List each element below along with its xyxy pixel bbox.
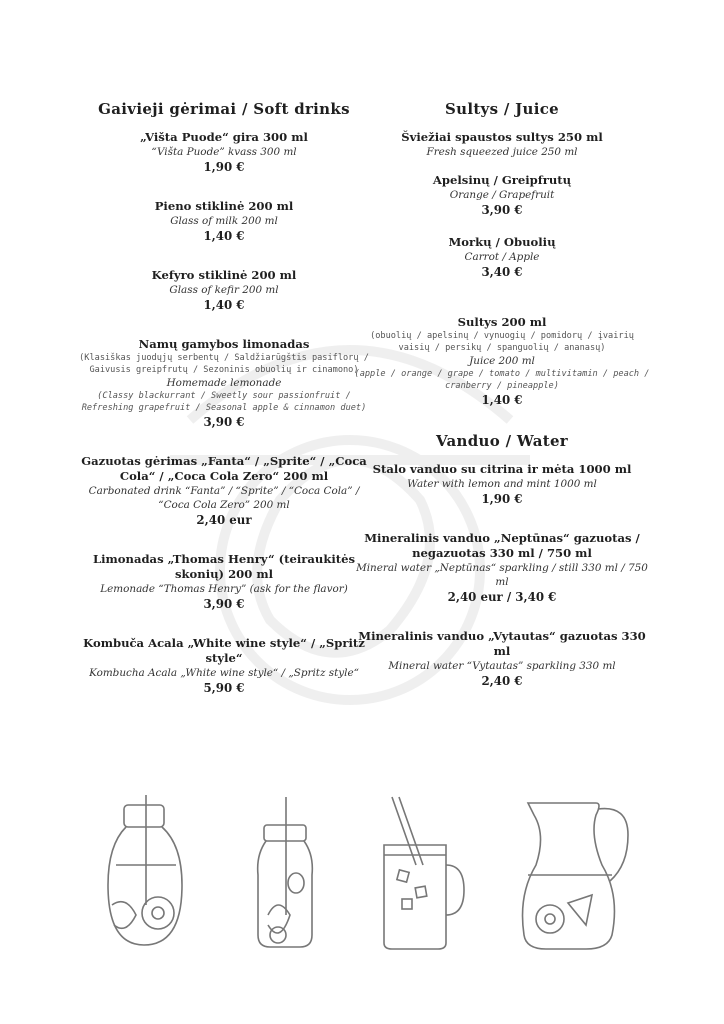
item-english: Orange / Grapefruit [449, 189, 555, 201]
soft-drinks-column [74, 100, 374, 720]
item-english: “Višta Puode” kvass 300 ml [151, 146, 297, 158]
item-name: Gazuotas gėrimas „Fanta“ / „Sprite“ / „Coca Cola“ / „Coca Cola Zero“ 200 ml [81, 454, 367, 483]
item-price: 2,40 € [481, 674, 523, 688]
water-title: Vanduo / Water [435, 432, 569, 450]
item-english: Carbonated drink “Fanta” / “Sprite” / “Coca Cola” / “Coca Cola Zero” 200 ml [88, 485, 360, 511]
item-description: (Klasiškas juodųjų serbentų / Saldžiarūgštis pasiflorų / Gaivusis greipfrutų / Sezoninis obuolių ir cinamono) [79, 353, 369, 375]
menu-item [74, 199, 374, 245]
menu-item [74, 268, 374, 314]
item-name: Apelsinų / Greipfrutų [432, 173, 572, 187]
item-price: 5,90 € [203, 681, 245, 695]
item-name: Stalo vanduo su citrina ir mėta 1000 ml [372, 462, 632, 476]
item-english: Lemonade “Thomas Henry” (ask for the flavor) [100, 583, 348, 595]
menu-item [352, 315, 652, 409]
item-name: Kombuča Acala „White wine style“ / „Spritz style“ [83, 636, 365, 665]
item-name: Limonadas „Thomas Henry“ (teiraukitės skonių) 200 ml [92, 552, 356, 581]
item-price: 1,90 € [481, 492, 523, 506]
item-price: 1,40 € [203, 298, 245, 312]
item-english: Glass of kefir 200 ml [169, 284, 279, 296]
menu-item [74, 130, 374, 176]
item-price: 3,40 € [481, 265, 523, 279]
item-english: Mineral water „Neptūnas“ sparkling / still 330 ml / 750 ml [356, 562, 648, 588]
item-english: Kombucha Acala „White wine style“ / „Spritz style“ [89, 667, 359, 679]
item-english: Water with lemon and mint 1000 ml [407, 478, 597, 490]
menu-item [352, 235, 652, 281]
item-price: 1,90 € [203, 160, 245, 174]
menu-item [352, 462, 652, 508]
mason-jar-with-straw-icon [372, 795, 468, 955]
item-price: 3,90 € [203, 597, 245, 611]
menu-item [74, 552, 374, 613]
juice-title: Sultys / Juice [444, 100, 560, 118]
item-price: 3,90 € [481, 203, 523, 217]
item-description-english: (apple / orange / grape / tomato / multivitamin / peach / cranberry / pineapple) [354, 369, 650, 391]
item-english: Homemade lemonade [166, 377, 282, 389]
juice-water-column [352, 100, 652, 713]
item-english: Glass of milk 200 ml [170, 215, 278, 227]
item-name: Šviežiai spaustos sultys 250 ml [401, 130, 603, 144]
item-name: Mineralinis vanduo „Neptūnas“ gazuotas / negazuotas 330 ml / 750 ml [364, 531, 640, 560]
item-price: 3,90 € [203, 415, 245, 429]
item-name: Namų gamybos limonadas [138, 337, 310, 351]
bottle-with-fruit-icon [96, 795, 196, 955]
item-price: 1,40 € [203, 229, 245, 243]
item-description: (obuolių / apelsinų / vynuogių / pomidorų / įvairių vaisių / persikų / spanguolių / ananasų) [370, 331, 634, 353]
menu-item [74, 337, 374, 431]
item-name: Sultys 200 ml [457, 315, 547, 329]
item-name: Kefyro stiklinė 200 ml [151, 268, 297, 282]
jug-with-fruit-icon [516, 795, 634, 955]
jar-with-fruit-icon [250, 795, 320, 955]
menu-item [352, 173, 652, 219]
menu-item [352, 130, 652, 159]
item-english: Mineral water “Vytautas” sparkling 330 ml [388, 660, 616, 672]
item-price: 2,40 eur / 3,40 € [447, 590, 557, 604]
menu-item [352, 629, 652, 690]
item-price: 1,40 € [481, 393, 523, 407]
item-english: Fresh squeezed juice 250 ml [426, 146, 578, 158]
item-price: 2,40 eur [196, 513, 252, 527]
menu-item [74, 454, 374, 529]
item-name: Mineralinis vanduo „Vytautas“ gazuotas 330 ml [358, 629, 646, 658]
item-name: „Višta Puode“ gira 300 ml [140, 130, 308, 144]
menu-item [352, 531, 652, 606]
item-name: Pieno stiklinė 200 ml [154, 199, 294, 213]
menu-item [74, 636, 374, 697]
item-english: Carrot / Apple [464, 251, 540, 263]
item-description-english: (Classy blackurrant / Sweetly sour passionfruit / Refreshing grapefruit / Seasonal apple & cinnamon duet) [81, 391, 367, 413]
item-name: Morkų / Obuolių [448, 235, 556, 249]
item-english: Juice 200 ml [469, 355, 535, 367]
soft-drinks-title: Gaivieji gėrimai / Soft drinks [98, 100, 350, 118]
